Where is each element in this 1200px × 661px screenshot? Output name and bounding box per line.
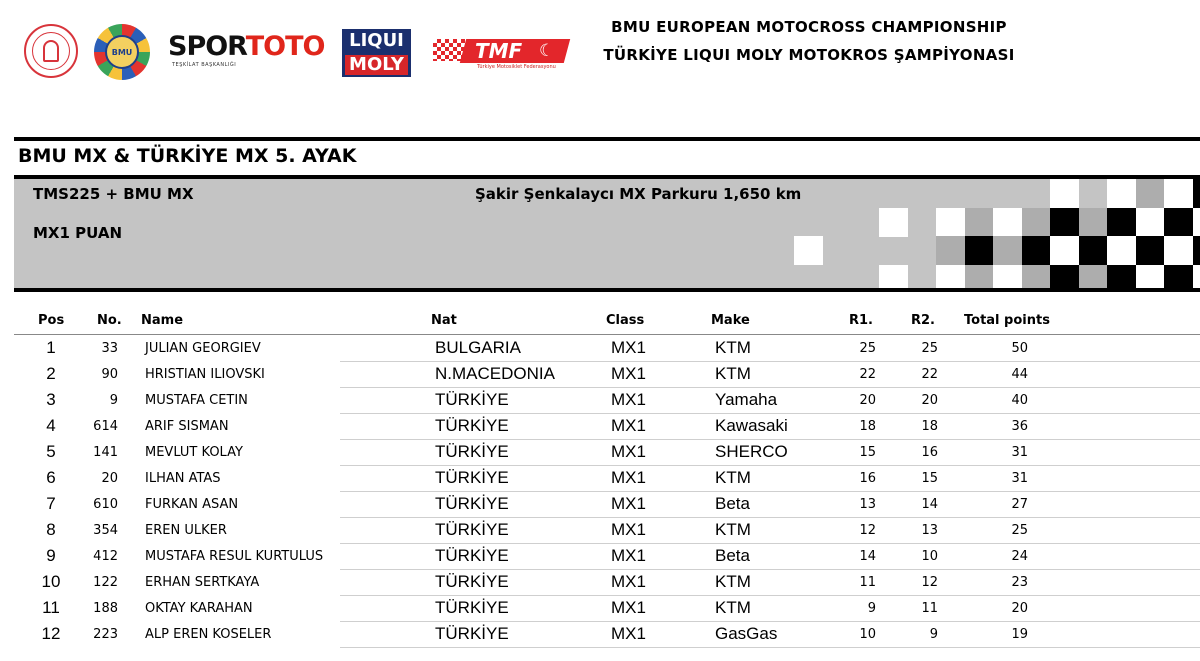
bmu-logo: [94, 24, 150, 80]
table-row: [14, 336, 1200, 362]
cell-total: 36: [1011, 419, 1028, 434]
cell-make: Beta: [715, 494, 750, 513]
ministry-logo: [24, 24, 78, 78]
header-total: Total points: [964, 313, 1050, 328]
cell-name: ALP EREN KOSELER: [145, 627, 272, 642]
cell-pos: 6: [46, 468, 56, 487]
cell-make: KTM: [715, 572, 751, 591]
cell-pos: 8: [46, 520, 56, 539]
cell-nat: TÜRKİYE: [435, 442, 509, 461]
cell-name: HRISTIAN ILIOVSKI: [145, 367, 265, 382]
cell-no: 614: [93, 419, 118, 434]
cell-r1: 14: [859, 549, 876, 564]
cell-pos: 10: [41, 572, 61, 591]
sportoto-logo-part2: TOTO: [245, 31, 325, 62]
cell-r2: 16: [921, 445, 938, 460]
series-label: TMS225 + BMU MX: [33, 185, 194, 203]
cell-pos: 4: [46, 416, 56, 435]
cell-r2: 10: [921, 549, 938, 564]
cell-total: 24: [1011, 549, 1028, 564]
cell-nat: TÜRKİYE: [435, 416, 509, 435]
cell-nat: TÜRKİYE: [435, 546, 509, 565]
cell-class: MX1: [611, 546, 646, 565]
checker-square: [1079, 236, 1108, 265]
cell-nat: TÜRKİYE: [435, 598, 509, 617]
checker-square: [1107, 265, 1136, 293]
table-row: [14, 622, 1200, 648]
checker-square: [936, 208, 965, 237]
checker-square: [1107, 179, 1136, 208]
table-row: [14, 440, 1200, 466]
cell-no: 412: [93, 549, 118, 564]
checker-square: [993, 265, 1022, 293]
championship-subtitle: TÜRKİYE LIQUI MOLY MOTOKROS ŞAMPİYONASI: [603, 46, 1015, 64]
cell-name: MEVLUT KOLAY: [145, 445, 243, 460]
bmu-logo-text: BMU: [105, 35, 139, 69]
cell-make: GasGas: [715, 624, 778, 643]
event-info-band: [14, 175, 1200, 292]
sportoto-logo-part1: SPOR: [168, 31, 246, 62]
checker-square: [1136, 179, 1165, 208]
table-row: [14, 492, 1200, 518]
cell-name: OKTAY KARAHAN: [145, 601, 253, 616]
track-label: Şakir Şenkalaycı MX Parkuru 1,650 km: [475, 185, 802, 203]
cell-pos: 7: [46, 494, 56, 513]
cell-name: FURKAN ASAN: [145, 497, 239, 512]
cell-nat: TÜRKİYE: [435, 624, 509, 643]
cell-nat: BULGARIA: [435, 338, 521, 357]
checker-square: [965, 236, 994, 265]
cell-r1: 22: [859, 367, 876, 382]
cell-total: 31: [1011, 471, 1028, 486]
cell-r2: 14: [921, 497, 938, 512]
checker-square: [1164, 208, 1193, 237]
cell-make: KTM: [715, 338, 751, 357]
checker-square: [1079, 265, 1108, 293]
cell-pos: 3: [46, 390, 56, 409]
table-row: [14, 596, 1200, 622]
cell-r1: 15: [859, 445, 876, 460]
cell-no: 9: [109, 393, 118, 408]
checker-square: [965, 265, 994, 293]
checker-square: [1050, 236, 1079, 265]
cell-no: 122: [93, 575, 118, 590]
cell-r2: 12: [921, 575, 938, 590]
checker-square: [1193, 236, 1200, 265]
cell-r2: 9: [929, 627, 938, 642]
cell-r1: 20: [859, 393, 876, 408]
cell-pos: 5: [46, 442, 56, 461]
checker-square: [879, 208, 908, 237]
cell-r1: 13: [859, 497, 876, 512]
table-row: [14, 570, 1200, 596]
cell-no: 188: [93, 601, 118, 616]
cell-total: 31: [1011, 445, 1028, 460]
tmf-logo-sub: Türkiye Motosiklet Federasyonu: [477, 64, 556, 70]
cell-pos: 12: [41, 624, 61, 643]
cell-r1: 18: [859, 419, 876, 434]
cell-make: KTM: [715, 468, 751, 487]
table-row: [14, 544, 1200, 570]
checker-square: [1022, 208, 1051, 237]
cell-total: 25: [1011, 523, 1028, 538]
cell-nat: TÜRKİYE: [435, 520, 509, 539]
checker-square: [1107, 236, 1136, 265]
cell-make: Kawasaki: [715, 416, 788, 435]
cell-class: MX1: [611, 338, 646, 357]
cell-no: 33: [101, 341, 118, 356]
checker-square: [1079, 208, 1108, 237]
cell-total: 40: [1011, 393, 1028, 408]
cell-total: 20: [1011, 601, 1028, 616]
cell-no: 354: [93, 523, 118, 538]
cell-make: SHERCO: [715, 442, 788, 461]
cell-pos: 1: [46, 338, 56, 357]
header-r1: R1.: [849, 313, 873, 328]
checker-square: [1136, 236, 1165, 265]
cell-make: Beta: [715, 546, 750, 565]
table-row: [14, 414, 1200, 440]
cell-class: MX1: [611, 468, 646, 487]
checker-square: [1136, 208, 1165, 237]
header-make: Make: [711, 313, 750, 328]
checker-square: [1050, 179, 1079, 208]
checker-square: [993, 208, 1022, 237]
checker-square: [1050, 265, 1079, 293]
checker-square: [1107, 208, 1136, 237]
cell-make: Yamaha: [715, 390, 778, 409]
liqui-moly-logo: [342, 29, 411, 77]
cell-r2: 18: [921, 419, 938, 434]
cell-no: 610: [93, 497, 118, 512]
checker-square: [1050, 208, 1079, 237]
crescent-star-icon: ☾: [539, 41, 555, 61]
cell-r2: 25: [921, 341, 938, 356]
divider: [14, 137, 1200, 141]
cell-r2: 22: [921, 367, 938, 382]
liqui-moly-logo-bottom: MOLY: [345, 55, 408, 75]
liqui-moly-logo-top: LIQUI: [345, 31, 408, 51]
cell-r2: 15: [921, 471, 938, 486]
cell-r2: 11: [921, 601, 938, 616]
checker-square: [1136, 265, 1165, 293]
checker-square: [965, 208, 994, 237]
cell-total: 23: [1011, 575, 1028, 590]
cell-no: 223: [93, 627, 118, 642]
cell-r1: 11: [859, 575, 876, 590]
checker-square: [1193, 265, 1200, 293]
cell-total: 50: [1011, 341, 1028, 356]
header-name: Name: [141, 313, 184, 328]
cell-r1: 9: [867, 601, 876, 616]
ministry-emblem-icon: [32, 32, 70, 70]
cell-r2: 13: [921, 523, 938, 538]
cell-name: ERHAN SERTKAYA: [145, 575, 260, 590]
cell-class: MX1: [611, 520, 646, 539]
cell-pos: 11: [42, 598, 60, 617]
cell-make: KTM: [715, 364, 751, 383]
checker-square: [879, 265, 908, 293]
cell-nat: TÜRKİYE: [435, 468, 509, 487]
cell-nat: N.MACEDONIA: [435, 364, 555, 383]
cell-class: MX1: [611, 390, 646, 409]
cell-make: KTM: [715, 598, 751, 617]
cell-name: JULIAN GEORGIEV: [145, 341, 261, 356]
cell-class: MX1: [611, 364, 646, 383]
cell-no: 20: [101, 471, 118, 486]
checker-square: [1164, 236, 1193, 265]
cell-name: MUSTAFA CETIN: [145, 393, 248, 408]
checker-square: [1193, 208, 1200, 237]
header-class: Class: [606, 313, 645, 328]
cell-class: MX1: [611, 572, 646, 591]
header-nat: Nat: [431, 313, 457, 328]
checker-square: [1022, 236, 1051, 265]
cell-total: 27: [1011, 497, 1028, 512]
cell-name: EREN ULKER: [145, 523, 227, 538]
championship-title: BMU EUROPEAN MOTOCROSS CHAMPIONSHIP: [611, 18, 1007, 36]
cell-class: MX1: [611, 624, 646, 643]
sportoto-logo-sub: TEŞKİLAT BAŞKANLIĞI: [172, 62, 237, 68]
cell-name: ILHAN ATAS: [145, 471, 221, 486]
cell-r1: 12: [859, 523, 876, 538]
tmf-logo: [433, 35, 567, 73]
table-row: [14, 388, 1200, 414]
table-row: [14, 362, 1200, 388]
cell-make: KTM: [715, 520, 751, 539]
cell-nat: TÜRKİYE: [435, 572, 509, 591]
cell-class: MX1: [611, 416, 646, 435]
cell-no: 141: [93, 445, 118, 460]
cell-total: 19: [1011, 627, 1028, 642]
cell-r2: 20: [921, 393, 938, 408]
header-r2: R2.: [911, 313, 935, 328]
checker-square: [794, 236, 823, 265]
cell-no: 90: [101, 367, 118, 382]
cell-nat: TÜRKİYE: [435, 390, 509, 409]
cell-name: ARIF SISMAN: [145, 419, 229, 434]
checker-square: [936, 265, 965, 293]
checker-square: [936, 236, 965, 265]
cell-nat: TÜRKİYE: [435, 494, 509, 513]
cell-name: MUSTAFA RESUL KURTULUS: [145, 549, 324, 564]
cell-pos: 2: [46, 364, 56, 383]
table-header: [14, 310, 1200, 335]
header-no: No.: [97, 313, 122, 328]
event-title: BMU MX & TÜRKİYE MX 5. AYAK: [18, 145, 357, 167]
checker-square: [1022, 265, 1051, 293]
cell-r1: 10: [859, 627, 876, 642]
points-label: MX1 PUAN: [33, 224, 123, 242]
cell-class: MX1: [611, 494, 646, 513]
table-row: [14, 466, 1200, 492]
cell-pos: 9: [46, 546, 56, 565]
header-pos: Pos: [38, 313, 65, 328]
checker-square: [1193, 179, 1200, 208]
tmf-logo-text: TMF: [475, 39, 523, 63]
checker-square: [1164, 179, 1193, 208]
cell-r1: 25: [859, 341, 876, 356]
cell-class: MX1: [611, 442, 646, 461]
cell-total: 44: [1011, 367, 1028, 382]
checker-square: [993, 236, 1022, 265]
cell-r1: 16: [859, 471, 876, 486]
table-row: [14, 518, 1200, 544]
checker-square: [1164, 265, 1193, 293]
sportoto-logo: [168, 31, 325, 76]
cell-class: MX1: [611, 598, 646, 617]
